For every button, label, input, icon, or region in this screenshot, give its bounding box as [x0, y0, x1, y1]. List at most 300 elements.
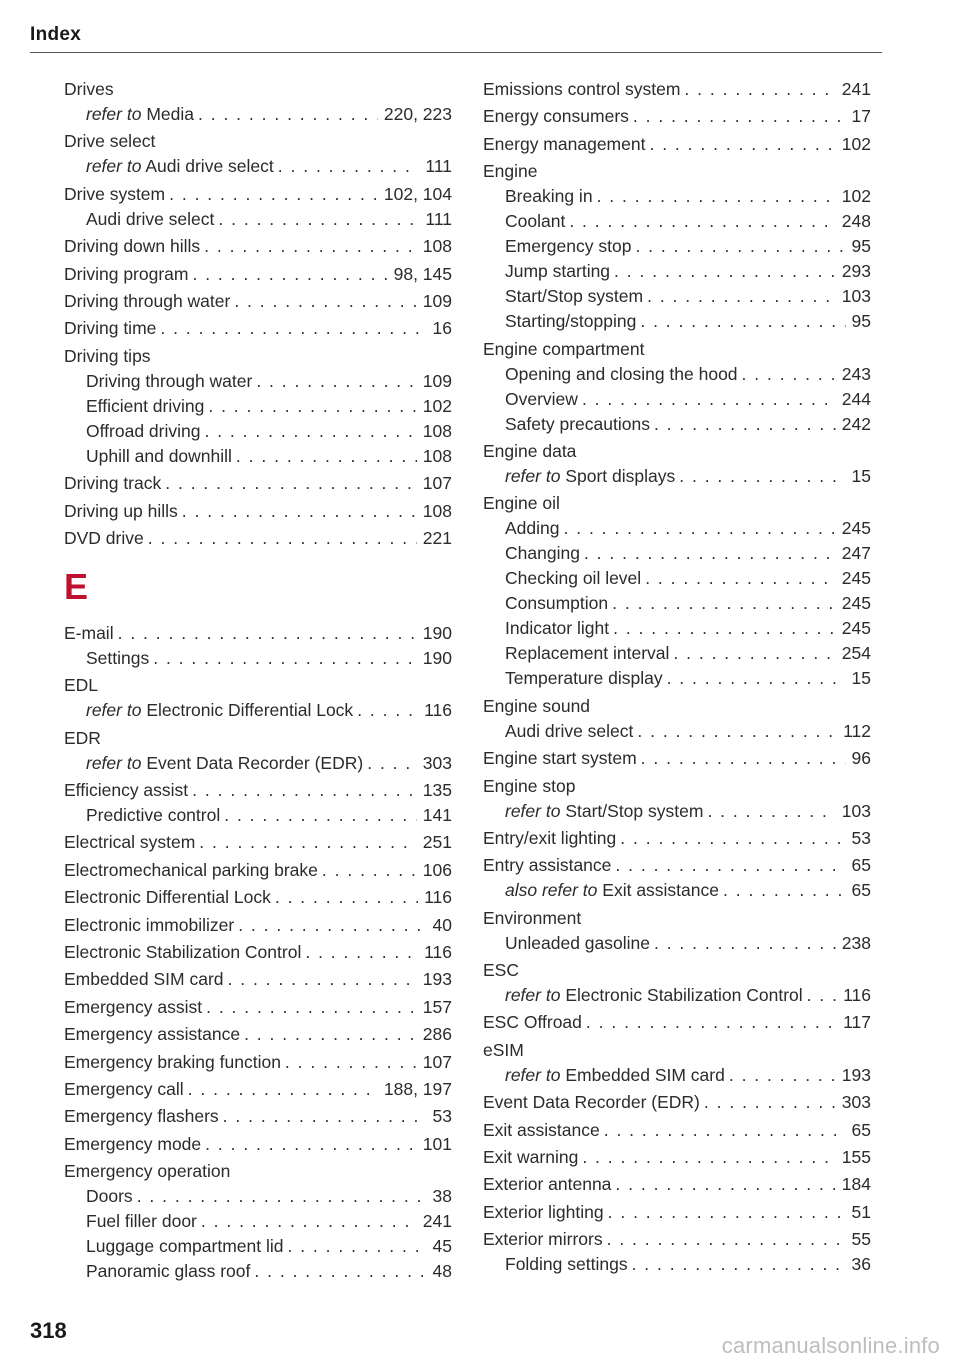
entry-term [64, 182, 165, 207]
entry-term-text: Entry/exit lighting [483, 827, 617, 848]
dot-leader [615, 853, 845, 878]
entry-term [505, 719, 633, 744]
index-subentry [483, 284, 871, 309]
index-entry [64, 182, 452, 207]
index-entry [64, 316, 452, 341]
entry-term-text: Driving time [64, 318, 157, 339]
page-number: 318 [30, 1318, 67, 1343]
entry-term [64, 967, 224, 992]
page-reference: 244 [841, 388, 871, 409]
index-subentry [483, 591, 871, 616]
cross-reference-prefix: refer to [86, 104, 142, 124]
page-reference: 241 [841, 79, 871, 99]
entry-term-text: Breaking in [505, 186, 593, 207]
dot-leader [160, 316, 426, 341]
dot-leader [640, 309, 845, 334]
entry-term [505, 666, 663, 691]
entry-term [64, 1132, 201, 1157]
index-heading: Environment [483, 907, 582, 928]
page-reference: 193 [841, 1064, 871, 1085]
entry-term-text: Energy management [483, 133, 646, 154]
entry-term [505, 362, 738, 387]
index-subentry [483, 259, 871, 284]
index-column-right [483, 77, 871, 1277]
entry-term-text: Electronic immobilizer [64, 914, 235, 935]
page-reference: 155 [841, 1147, 871, 1168]
entry-term [86, 1259, 250, 1284]
entry-term-text: Event Data Recorder (EDR) [146, 752, 364, 773]
page-reference: 303 [422, 752, 452, 773]
entry-term [86, 698, 353, 723]
entry-term-text: Audi drive select [505, 720, 634, 741]
page-reference: 108 [422, 500, 452, 521]
entry-term-text: Predictive control [86, 805, 221, 826]
page-reference: 248 [841, 211, 871, 232]
cross-reference-prefix: refer to [505, 985, 561, 1006]
dot-leader [224, 803, 417, 828]
index-subentry [483, 309, 871, 334]
index-heading: ESC [483, 960, 519, 981]
page-reference: 102 [841, 186, 871, 207]
page-reference: 108 [422, 420, 452, 441]
index-subentry [64, 1184, 452, 1209]
index-subentry [483, 666, 871, 691]
dot-leader [234, 289, 416, 314]
dot-leader [182, 499, 417, 524]
entry-term [86, 1184, 133, 1209]
page-reference: 40 [432, 914, 452, 935]
dot-leader [612, 591, 836, 616]
index-heading: Emergency operation [64, 1161, 231, 1182]
index-entry [483, 1172, 871, 1197]
index-entry [64, 1104, 452, 1129]
entry-term [86, 102, 194, 127]
entry-term-text: Exit warning [483, 1147, 579, 1168]
entry-term-text: Media [146, 104, 194, 124]
dot-leader [635, 234, 845, 259]
dot-leader [673, 641, 835, 666]
index-subentry [64, 102, 452, 127]
page-reference: 242 [841, 413, 871, 434]
entry-term [483, 1090, 700, 1115]
entry-term [64, 621, 114, 646]
page-reference: 53 [851, 827, 871, 848]
index-subentry [483, 641, 871, 666]
index-entry [64, 621, 452, 646]
index-entry [64, 1132, 452, 1157]
entry-term [505, 464, 675, 489]
dot-leader [206, 995, 417, 1020]
index-heading: Engine data [483, 440, 577, 461]
entry-term [64, 940, 301, 965]
page-reference: 245 [841, 568, 871, 589]
index-subentry [64, 646, 452, 671]
page-reference: 55 [851, 1229, 871, 1250]
index-subentry [483, 541, 871, 566]
dot-leader [620, 826, 845, 851]
page-reference: 116 [843, 985, 871, 1006]
entry-term [86, 154, 274, 179]
entry-term-text: Electronic Differential Lock [64, 887, 271, 908]
index-subentry [64, 751, 452, 776]
entry-term-text: DVD drive [64, 527, 144, 548]
entry-term-text: Exit assistance [483, 1119, 600, 1140]
page-reference: 117 [843, 1012, 871, 1033]
dot-leader [641, 746, 846, 771]
dot-leader [199, 830, 417, 855]
entry-term [86, 207, 214, 232]
entry-term-text: Drive system [64, 183, 166, 204]
dot-leader [637, 719, 837, 744]
page-reference: 286 [422, 1024, 452, 1045]
index-entry [483, 826, 871, 851]
index-subentry [483, 878, 871, 903]
dot-leader [564, 516, 836, 541]
index-subentry [483, 616, 871, 641]
page-reference: 98, 145 [393, 263, 452, 284]
entry-term-text: Exterior mirrors [483, 1229, 603, 1250]
entry-term-text: Emissions control system [483, 79, 681, 99]
page-reference: 190 [422, 622, 452, 643]
entry-term-text: Emergency stop [505, 236, 632, 257]
entry-term [86, 646, 149, 671]
entry-term [483, 1010, 582, 1035]
entry-term [505, 309, 636, 334]
dot-leader [742, 362, 836, 387]
index-subentry [483, 209, 871, 234]
entry-term [86, 1209, 197, 1234]
cross-reference-prefix: refer to [86, 752, 142, 773]
page-reference: 184 [841, 1174, 871, 1195]
index-entry [483, 1227, 871, 1252]
dot-leader [357, 698, 418, 723]
index-heading: Engine [483, 161, 538, 182]
page-reference: 108 [422, 236, 452, 257]
entry-term [64, 262, 188, 287]
page-reference: 303 [841, 1092, 871, 1113]
entry-term-text: Engine start system [483, 748, 637, 769]
dot-leader [322, 858, 417, 883]
entry-term [86, 394, 204, 419]
entry-term [64, 1050, 281, 1075]
dot-leader [707, 799, 835, 824]
entry-term-text: Driving through water [86, 370, 253, 391]
index-subentry [483, 412, 871, 437]
page-reference: 247 [841, 543, 871, 564]
page-reference: 254 [841, 643, 871, 664]
entry-term [483, 132, 645, 157]
entry-term-text: Exterior antenna [483, 1174, 612, 1195]
index-subentry [483, 566, 871, 591]
entry-term [483, 746, 637, 771]
entry-term [86, 803, 220, 828]
entry-term [505, 259, 610, 284]
dot-leader [305, 940, 418, 965]
entry-term-text: Jump starting [505, 261, 611, 282]
entry-term-text: Electronic Stabilization Control [64, 942, 302, 963]
index-entry [64, 1022, 452, 1047]
entry-term [86, 369, 252, 394]
dot-leader [649, 132, 835, 157]
dot-leader [654, 412, 836, 437]
index-entry [483, 1145, 871, 1170]
entry-term [505, 387, 578, 412]
page-reference: 15 [851, 465, 871, 486]
entry-term-text: Driving program [64, 263, 189, 284]
entry-term-text: Electronic Differential Lock [146, 700, 354, 721]
dot-leader [367, 751, 417, 776]
index-entry [64, 778, 452, 803]
page-reference: 36 [851, 1254, 871, 1275]
page-reference: 116 [424, 942, 452, 963]
index-heading: Engine compartment [483, 338, 645, 359]
entry-term [505, 931, 650, 956]
watermark: carmanualsonline.info [721, 1333, 940, 1358]
entry-term-text: Start/Stop system [505, 286, 644, 307]
cross-reference-prefix: refer to [505, 465, 561, 486]
entry-term-text: Coolant [505, 211, 566, 232]
index-heading: Drives [64, 79, 114, 99]
entry-term [64, 830, 195, 855]
page-reference: 188, 197 [383, 1078, 452, 1099]
index-entry [64, 471, 452, 496]
entry-term [483, 104, 629, 129]
index-subentry [483, 1063, 871, 1088]
dot-leader [633, 104, 846, 129]
entry-term-text: E-mail [64, 622, 114, 643]
page-reference: 108 [422, 445, 452, 466]
page-reference: 245 [841, 518, 871, 539]
page-reference: 116 [424, 887, 452, 908]
index-heading: Driving tips [64, 345, 151, 366]
dot-leader [613, 616, 836, 641]
dot-leader [278, 154, 420, 179]
entry-term [86, 419, 200, 444]
index-heading: Engine stop [483, 775, 576, 796]
page-reference: 95 [851, 311, 871, 332]
entry-term-text: Indicator light [505, 618, 610, 639]
entry-term [64, 289, 230, 314]
page-reference: 111 [425, 208, 452, 229]
section-letter: E [64, 565, 89, 607]
dot-leader [667, 666, 846, 691]
entry-term-text: Emergency call [64, 1078, 184, 1099]
cross-reference-prefix: refer to [86, 700, 142, 721]
index-subentry [64, 1259, 452, 1284]
page-reference: 112 [843, 720, 871, 741]
page-reference: 221 [422, 527, 452, 548]
dot-leader [148, 526, 417, 551]
index-entry [483, 1118, 871, 1143]
entry-term-text: Start/Stop system [565, 800, 704, 821]
index-entry [64, 1077, 452, 1102]
dot-leader [254, 1259, 426, 1284]
entry-term [505, 799, 703, 824]
index-entry [64, 858, 452, 883]
dot-leader [632, 1252, 846, 1277]
index-subentry [64, 698, 452, 723]
page-reference: 116 [424, 700, 452, 721]
page-reference: 51 [851, 1201, 871, 1222]
index-heading: Engine sound [483, 695, 591, 716]
index-entry [483, 1090, 871, 1115]
dot-leader [614, 259, 836, 284]
page-reference: 103 [841, 286, 871, 307]
dot-leader [223, 1104, 427, 1129]
entry-term-text: Adding [505, 518, 560, 539]
index-entry [64, 913, 452, 938]
entry-term [483, 1172, 611, 1197]
entry-term [505, 878, 719, 903]
entry-term [505, 541, 580, 566]
entry-term-text: Overview [505, 388, 578, 409]
dot-leader [704, 1090, 836, 1115]
entry-term [64, 995, 202, 1020]
dot-leader [684, 77, 835, 102]
page-reference: 107 [422, 1051, 452, 1072]
page-reference: 45 [432, 1236, 452, 1257]
index-entry [64, 830, 452, 855]
entry-term [505, 641, 669, 666]
index-entry [64, 967, 452, 992]
dot-leader [118, 621, 417, 646]
page-reference: 245 [841, 593, 871, 614]
dot-leader [604, 1118, 846, 1143]
dot-leader [586, 1010, 837, 1035]
index-subentry [64, 1234, 452, 1259]
entry-term-text: Exit assistance [602, 880, 719, 901]
index-subentry [64, 1209, 452, 1234]
dot-leader [679, 464, 845, 489]
page-reference: 65 [851, 880, 871, 901]
page-reference: 111 [425, 156, 452, 177]
entry-term [505, 516, 560, 541]
entry-term-text: ESC Offroad [483, 1012, 582, 1033]
index-entry [483, 1010, 871, 1035]
dot-leader [647, 284, 836, 309]
page-reference: 48 [432, 1261, 452, 1282]
dot-leader [582, 387, 836, 412]
entry-term-text: Electronic Stabilization Control [565, 985, 803, 1006]
dot-leader [584, 541, 836, 566]
entry-term-text: Embedded SIM card [64, 969, 224, 990]
dot-leader [729, 1063, 836, 1088]
dot-leader [192, 262, 387, 287]
entry-term-text: Efficient driving [86, 395, 205, 416]
index-heading: EDL [64, 675, 99, 696]
dot-leader [285, 1050, 417, 1075]
index-subentry [483, 234, 871, 259]
entry-term [483, 1118, 600, 1143]
entry-term-text: Embedded SIM card [565, 1064, 725, 1085]
page-reference: 106 [422, 859, 452, 880]
entry-term [64, 778, 188, 803]
index-subentry [64, 369, 452, 394]
index-heading: eSIM [483, 1039, 524, 1060]
dot-leader [236, 444, 417, 469]
entry-term [64, 913, 234, 938]
entry-term-text: Doors [86, 1186, 133, 1207]
page-reference: 293 [841, 261, 871, 282]
entry-term-text: Emergency assistance [64, 1024, 241, 1045]
index-entry [64, 1050, 452, 1075]
page-reference: 103 [841, 800, 871, 821]
index-subentry [483, 719, 871, 744]
page-reference: 15 [851, 668, 871, 689]
entry-term [64, 1104, 219, 1129]
index-subentry [64, 444, 452, 469]
page-header-title: Index [30, 24, 82, 45]
dot-leader [723, 878, 846, 903]
entry-term-text: Temperature display [505, 668, 663, 689]
cross-reference-prefix: refer to [505, 1064, 561, 1085]
entry-term-text: Driving up hills [64, 500, 178, 521]
index-entry [64, 234, 452, 259]
index-subentry [64, 803, 452, 828]
dot-leader [198, 102, 378, 127]
index-entry [64, 526, 452, 551]
dot-leader [615, 1172, 835, 1197]
page-reference: 102, 104 [383, 183, 452, 204]
index-heading: EDR [64, 727, 101, 748]
entry-term [483, 77, 680, 102]
entry-term [505, 983, 803, 1008]
page-reference: 245 [841, 618, 871, 639]
dot-leader [654, 931, 836, 956]
entry-term [64, 858, 318, 883]
entry-term-text: Energy consumers [483, 106, 629, 127]
dot-leader [169, 182, 378, 207]
entry-term [483, 826, 616, 851]
entry-term [505, 184, 593, 209]
entry-term-text: Safety precautions [505, 413, 650, 434]
entry-term-text: Unleaded gasoline [505, 932, 650, 953]
dot-leader [244, 1022, 417, 1047]
entry-term-text: Driving through water [64, 290, 231, 311]
index-subentry [483, 362, 871, 387]
entry-term [505, 591, 608, 616]
index-subentry [483, 184, 871, 209]
page-reference: 102 [422, 395, 452, 416]
entry-term [505, 1063, 725, 1088]
dot-leader [569, 209, 835, 234]
dot-leader [228, 967, 417, 992]
page-reference: 16 [432, 318, 452, 339]
entry-term-text: Emergency braking function [64, 1051, 281, 1072]
dot-leader [287, 1234, 426, 1259]
index-entry [483, 853, 871, 878]
entry-term [505, 1252, 628, 1277]
index-subentry [483, 516, 871, 541]
page-reference: 243 [841, 363, 871, 384]
index-heading: Drive select [64, 131, 156, 152]
index-subentry [64, 419, 452, 444]
index-subentry [64, 154, 452, 179]
entry-term [505, 566, 641, 591]
page-reference: 238 [841, 932, 871, 953]
dot-leader [192, 778, 417, 803]
entry-term-text: Emergency assist [64, 996, 203, 1017]
entry-term [483, 1227, 603, 1252]
entry-term [483, 1200, 604, 1225]
cross-reference-prefix: refer to [505, 800, 561, 821]
entry-term-text: Efficiency assist [64, 780, 189, 801]
entry-term [483, 853, 611, 878]
index-subentry [483, 983, 871, 1008]
dot-leader [256, 369, 416, 394]
entry-term [64, 471, 161, 496]
entry-term-text: Luggage compartment lid [86, 1236, 284, 1257]
